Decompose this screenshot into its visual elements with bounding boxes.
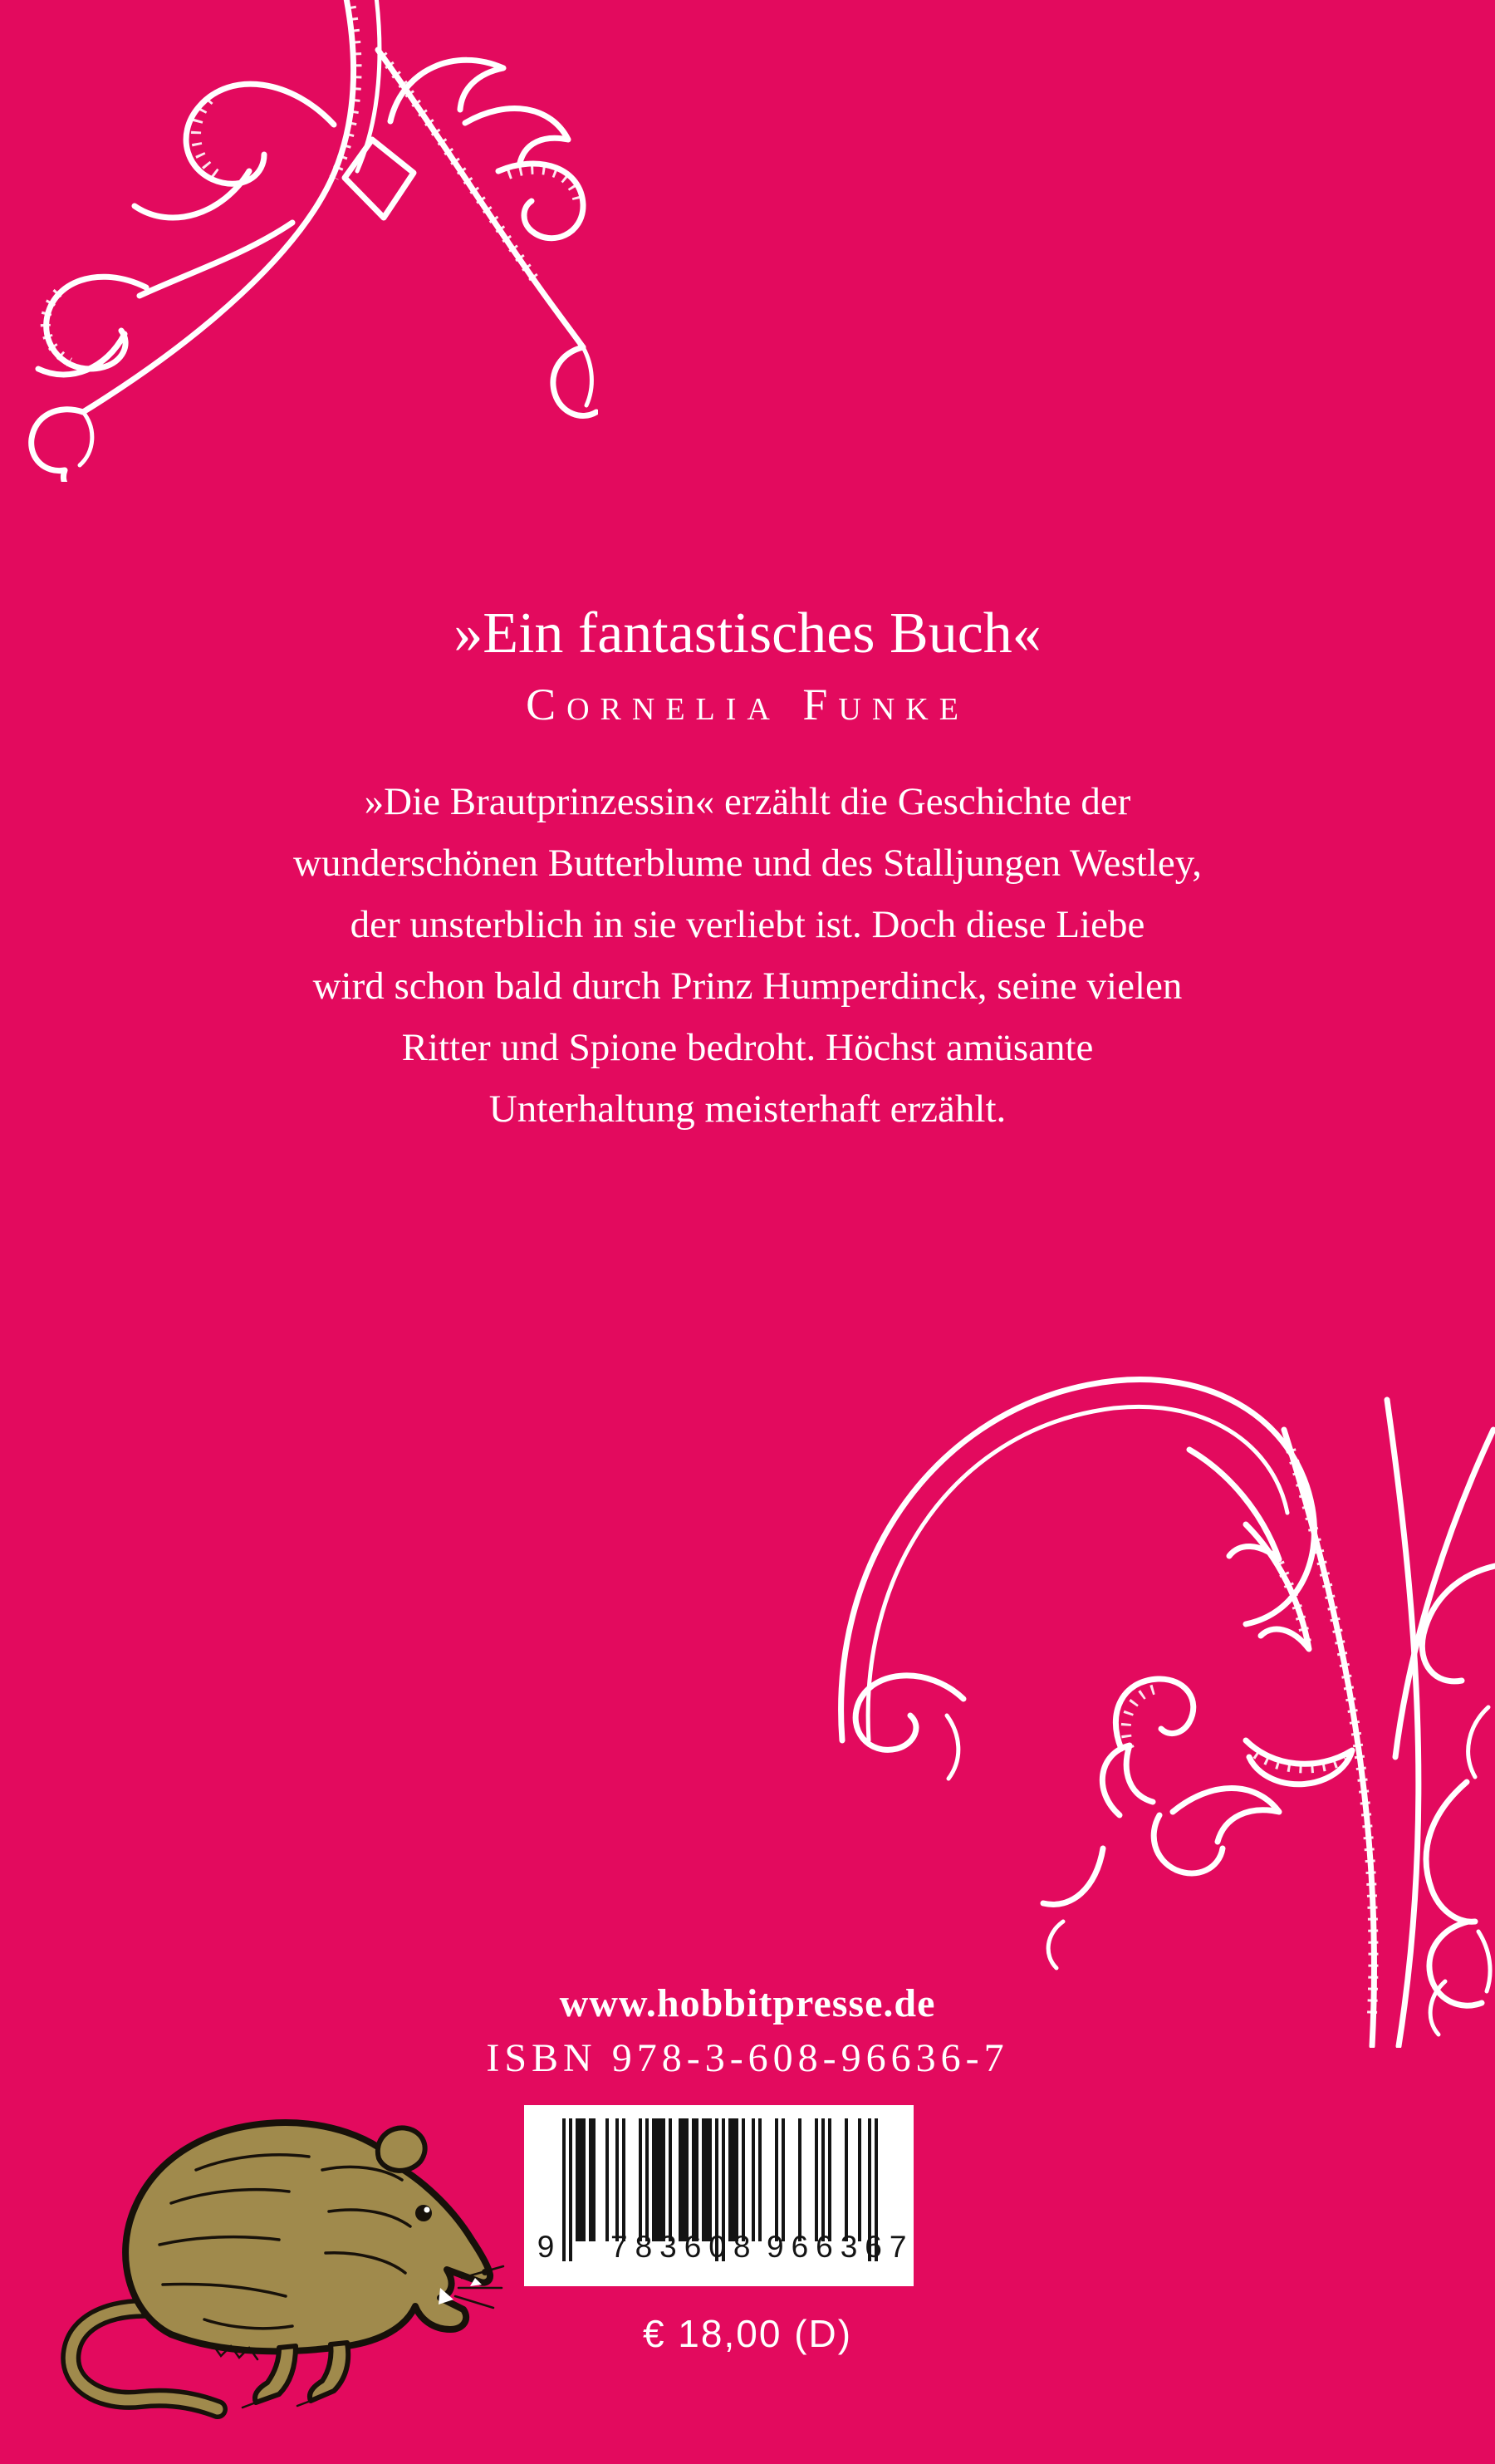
flourish-ornament-top-left bbox=[0, 0, 598, 482]
barcode-bar bbox=[592, 2118, 596, 2241]
blurb-line: Unterhaltung meisterhaft erzählt. bbox=[488, 1087, 1007, 1131]
blurb-line: »Die Brautprinzessin« erzählt die Geschichte der bbox=[364, 780, 1131, 823]
endorsement-quote: »Ein fantastisches Buch« bbox=[453, 601, 1042, 665]
endorsement-attribution: Cornelia Funke bbox=[526, 680, 969, 729]
barcode-bar bbox=[615, 2118, 619, 2241]
publisher-website: www.hobbitpresse.de bbox=[559, 1981, 936, 2025]
barcode-bar bbox=[645, 2118, 649, 2241]
barcode-digits-right: 966367 bbox=[767, 2230, 914, 2264]
barcode-bar bbox=[562, 2118, 566, 2261]
barcode-digit-prefix: 9 bbox=[537, 2230, 555, 2264]
blurb-line: wird schon bald durch Prinz Humperdinck, seine vielen bbox=[312, 964, 1183, 1008]
blurb-line: Ritter und Spione bedroht. Höchst amüsante bbox=[401, 1026, 1094, 1069]
barcode-bar bbox=[815, 2118, 818, 2241]
barcode-bar bbox=[708, 2118, 712, 2241]
barcode-bar bbox=[845, 2118, 848, 2241]
barcode-bar bbox=[685, 2118, 689, 2241]
blurb-line: wunderschönen Butterblume und des Stalljungen Westley, bbox=[293, 842, 1202, 885]
blurb-text bbox=[0, 771, 1495, 1140]
barcode-bar bbox=[582, 2118, 586, 2241]
barcode-bar bbox=[821, 2118, 825, 2241]
barcode-bar bbox=[742, 2118, 745, 2241]
flourish-ornament-right bbox=[814, 1350, 1495, 2048]
barcode-bar bbox=[639, 2118, 642, 2241]
barcode-bar bbox=[775, 2118, 778, 2241]
barcode bbox=[524, 2105, 914, 2286]
price-text: € 18,00 (D) bbox=[642, 2312, 853, 2355]
barcode-bar bbox=[605, 2118, 609, 2241]
barcode-bar bbox=[662, 2118, 665, 2241]
barcode-digits-left: 783608 bbox=[610, 2230, 758, 2264]
isbn-text: ISBN 978-3-608-96636-7 bbox=[486, 2036, 1009, 2080]
barcode-bar bbox=[828, 2118, 831, 2241]
barcode-bar bbox=[735, 2118, 738, 2241]
barcode-bar bbox=[798, 2118, 801, 2241]
barcode-bar bbox=[782, 2118, 785, 2241]
barcode-bar bbox=[695, 2118, 698, 2241]
barcode-bar bbox=[669, 2118, 672, 2241]
barcode-bar bbox=[858, 2118, 861, 2241]
barcode-bar bbox=[622, 2118, 625, 2241]
rat-illustration bbox=[30, 2070, 512, 2419]
barcode-bar bbox=[758, 2118, 762, 2241]
barcode-bar bbox=[752, 2118, 755, 2241]
blurb-line: der unsterblich in sie verliebt ist. Doch diese Liebe bbox=[350, 903, 1145, 946]
barcode-bar bbox=[569, 2118, 572, 2261]
